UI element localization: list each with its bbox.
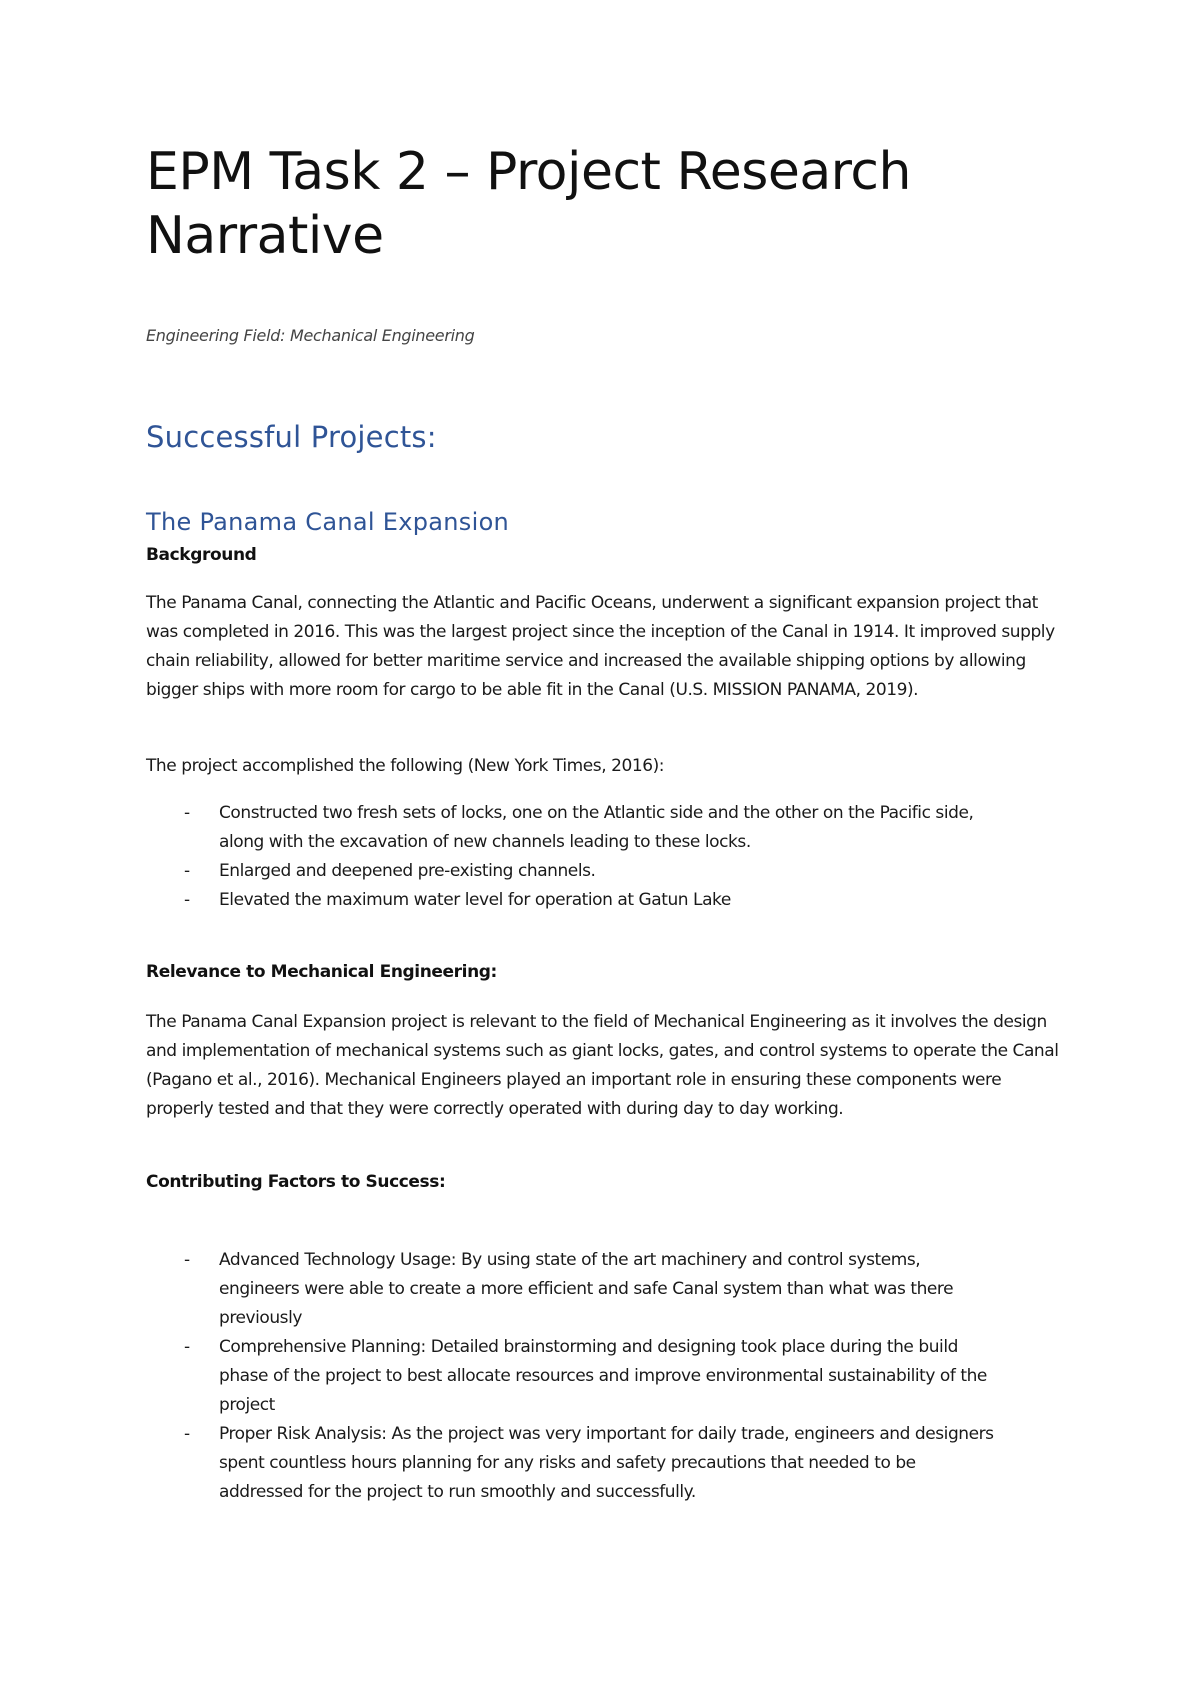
list-item-text: Proper Risk Analysis: As the project was very important for daily trade, engineers and designers spent countless hours planning for any risks and safety precautions that needed to be addressed for the project to run smoothly and successfully. bbox=[219, 1424, 994, 1502]
list-item bbox=[146, 886, 999, 915]
bullet-dash: - bbox=[184, 890, 190, 910]
list-item bbox=[146, 857, 999, 886]
list-item-text: Elevated the maximum water level for operation at Gatun Lake bbox=[219, 890, 731, 910]
bullet-dash: - bbox=[184, 861, 190, 881]
list-item bbox=[146, 799, 999, 857]
bullet-dash: - bbox=[184, 1250, 190, 1270]
bullet-dash: - bbox=[184, 803, 190, 823]
engineering-field-subtitle: Engineering Field: Mechanical Engineering bbox=[146, 326, 475, 345]
bullet-dash: - bbox=[184, 1424, 190, 1444]
list-item-text: Enlarged and deepened pre-existing channels. bbox=[219, 861, 596, 881]
factors-list bbox=[146, 1246, 1066, 1507]
list-item bbox=[146, 1420, 999, 1507]
background-paragraph: The Panama Canal, connecting the Atlantic and Pacific Oceans, underwent a significant expansion project that was completed in 2016. This was the largest project since the inception of the Canal in 1914. It improved supply chain reliability, allowed for better maritime service and increased the available shipping options by allowing bigger ships with more room for cargo to be able fit in the Canal (U.S. MISSION PANAMA, 2019). bbox=[146, 593, 1055, 700]
accomplishments-intro: The project accomplished the following (New York Times, 2016): bbox=[146, 756, 665, 776]
background-heading: Background bbox=[146, 545, 257, 565]
accomplishments-list bbox=[146, 799, 1066, 915]
relevance-heading: Relevance to Mechanical Engineering: bbox=[146, 962, 497, 982]
factors-heading: Contributing Factors to Success: bbox=[146, 1172, 446, 1192]
section-heading: Successful Projects: bbox=[146, 420, 437, 454]
relevance-paragraph: The Panama Canal Expansion project is relevant to the field of Mechanical Engineering as it involves the design and implementation of mechanical systems such as giant locks, gates, and control systems to operate the Canal (Pagano et al., 2016). Mechanical Engineers played an important role in ensuring these components were properly tested and that they were correctly operated with during day to day working. bbox=[146, 1012, 1059, 1119]
list-item bbox=[146, 1246, 999, 1333]
list-item-text: Comprehensive Planning: Detailed brainstorming and designing took place during the build phase of the project to best allocate resources and improve environmental sustainability of the project bbox=[219, 1337, 987, 1415]
list-item bbox=[146, 1333, 999, 1420]
project-heading: The Panama Canal Expansion bbox=[146, 508, 510, 536]
list-item-text: Advanced Technology Usage: By using state of the art machinery and control systems, engineers were able to create a more efficient and safe Canal system than what was there previously bbox=[219, 1250, 954, 1328]
document-title: EPM Task 2 – Project Research Narrative bbox=[146, 142, 911, 266]
list-item-text: Constructed two fresh sets of locks, one on the Atlantic side and the other on the Pacific side, along with the excavation of new channels leading to these locks. bbox=[219, 803, 974, 852]
bullet-dash: - bbox=[184, 1337, 190, 1357]
